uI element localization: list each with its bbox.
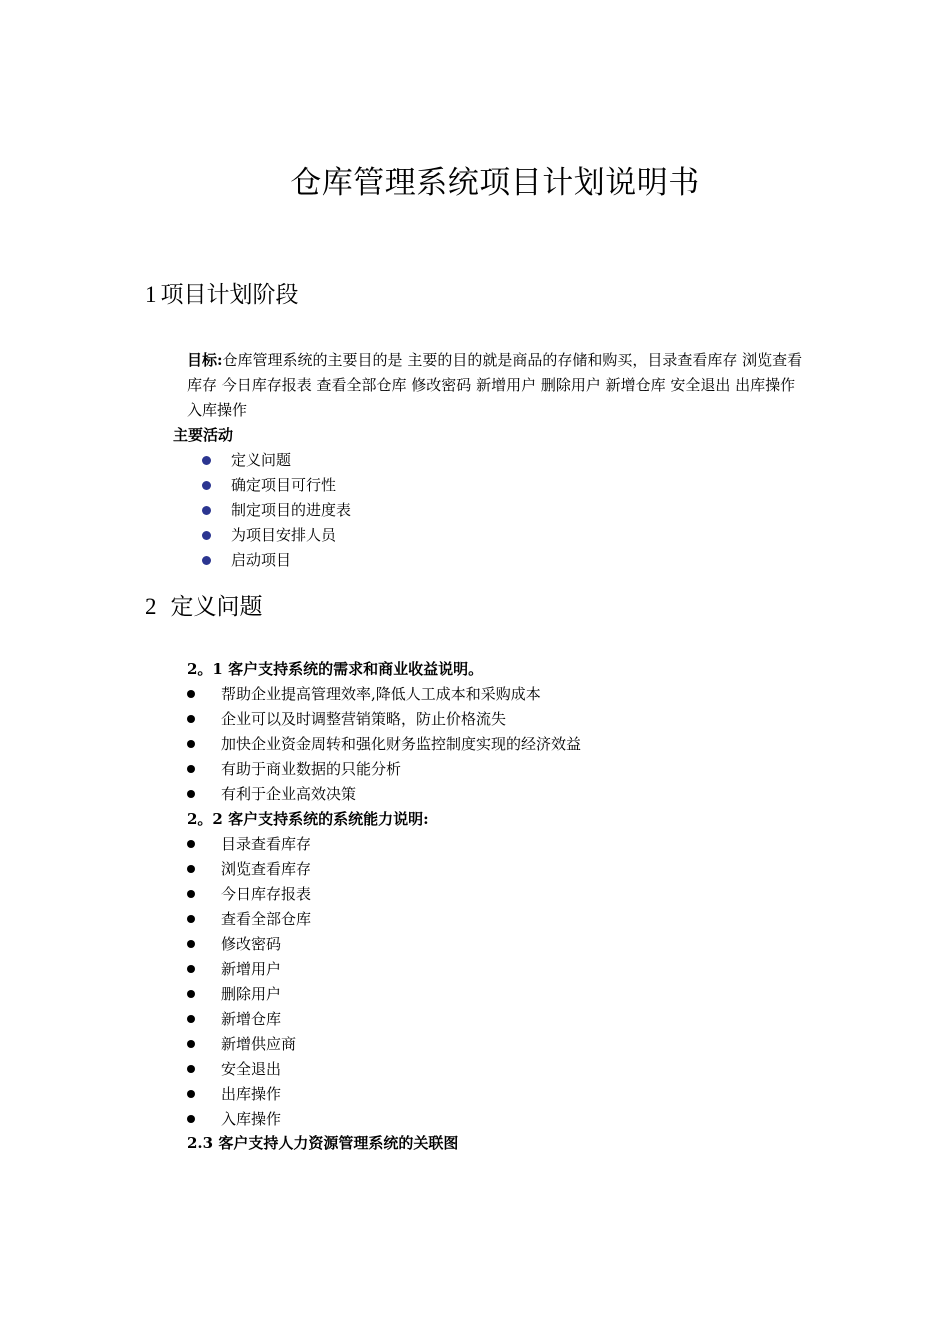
activities-list <box>202 448 351 573</box>
list-item-text: 有利于企业高效决策 <box>221 785 357 803</box>
bullet-icon <box>187 765 195 773</box>
section-2-number: 2 <box>145 594 157 619</box>
list-item-text: 查看全部仓库 <box>221 910 312 928</box>
subsection-2-3-title: 2.3 客户支持人力资源管理系统的关联图 <box>187 1134 459 1152</box>
list-item <box>187 932 311 957</box>
bullet-icon <box>187 1040 195 1048</box>
bullet-icon <box>202 506 211 515</box>
subsection-2-1-title: 2。1 客户支持系统的需求和商业收益说明。 <box>187 660 484 678</box>
list-item-text: 修改密码 <box>221 935 282 953</box>
list-item-text: 企业可以及时调整营销策略，防止价格流失 <box>221 710 507 728</box>
bullet-icon <box>187 940 195 948</box>
bullet-icon <box>187 790 195 798</box>
bullet-icon <box>187 840 195 848</box>
list-item-text: 安全退出 <box>221 1060 282 1078</box>
list-item <box>187 682 581 707</box>
bullet-icon <box>187 865 195 873</box>
goal-label: 目标: <box>187 351 223 369</box>
section-1-goal <box>187 348 812 423</box>
bullet-icon <box>202 531 211 540</box>
list-item-text: 有助于商业数据的只能分析 <box>221 760 402 778</box>
document-title: 仓库管理系统项目计划说明书 <box>290 164 700 201</box>
list-item <box>202 448 351 473</box>
list-item-text: 加快企业资金周转和强化财务监控制度实现的经济效益 <box>221 735 582 753</box>
list-item-text: 新增供应商 <box>221 1035 297 1053</box>
list-item <box>187 757 581 782</box>
bullet-icon <box>202 556 211 565</box>
list-item-text: 为项目安排人员 <box>231 526 337 544</box>
bullet-icon <box>187 740 195 748</box>
list-item-text: 启动项目 <box>231 551 292 569</box>
list-item-text: 删除用户 <box>221 985 282 1003</box>
bullet-icon <box>187 990 195 998</box>
list-item <box>187 1032 311 1057</box>
list-item <box>187 707 581 732</box>
list-item-text: 制定项目的进度表 <box>231 501 352 519</box>
bullet-icon <box>187 1090 195 1098</box>
list-item-text: 目录查看库存 <box>221 835 312 853</box>
bullet-icon <box>187 965 195 973</box>
bullet-icon <box>202 456 211 465</box>
activities-label: 主要活动 <box>173 426 234 444</box>
list-item <box>187 832 311 857</box>
list-item <box>187 732 581 757</box>
list-item <box>187 857 311 882</box>
list-item <box>187 1007 311 1032</box>
list-item <box>187 882 311 907</box>
capabilities-list <box>187 832 311 1132</box>
list-item-text: 出库操作 <box>221 1085 282 1103</box>
list-item <box>202 498 351 523</box>
bullet-icon <box>202 481 211 490</box>
section-1-title: 项目计划阶段 <box>160 282 299 308</box>
list-item-text: 新增用户 <box>221 960 282 978</box>
section-1-heading <box>145 280 299 310</box>
section-1-number: 1 <box>145 282 157 307</box>
list-item-text: 定义问题 <box>231 451 292 469</box>
list-item <box>202 523 351 548</box>
list-item <box>187 1057 311 1082</box>
bullet-icon <box>187 1115 195 1123</box>
list-item <box>202 548 351 573</box>
list-item-text: 新增仓库 <box>221 1010 282 1028</box>
list-item <box>187 982 311 1007</box>
bullet-icon <box>187 690 195 698</box>
list-item <box>187 1082 311 1107</box>
bullet-icon <box>187 715 195 723</box>
list-item <box>187 907 311 932</box>
list-item <box>202 473 351 498</box>
list-item-text: 入库操作 <box>221 1110 282 1128</box>
subsection-2-2-title: 2。2 客户支持系统的系统能力说明: <box>187 810 429 828</box>
section-2-heading <box>145 592 263 622</box>
benefits-list <box>187 682 581 807</box>
bullet-icon <box>187 1015 195 1023</box>
section-2-title: 定义问题 <box>170 594 263 620</box>
list-item <box>187 782 581 807</box>
bullet-icon <box>187 890 195 898</box>
goal-text: 仓库管理系统的主要目的是 主要的目的就是商品的存储和购买，目录查看库存 浏览查看库存 今日库存报表 查看全部仓库 修改密码 新增用户 删除用户 新增仓库 安全退出 出库操作 入库操作 <box>187 351 803 419</box>
list-item <box>187 957 311 982</box>
list-item <box>187 1107 311 1132</box>
list-item-text: 确定项目可行性 <box>231 476 337 494</box>
list-item-text: 浏览查看库存 <box>221 860 312 878</box>
list-item-text: 今日库存报表 <box>221 885 312 903</box>
bullet-icon <box>187 915 195 923</box>
list-item-text: 帮助企业提高管理效率,降低人工成本和采购成本 <box>221 685 541 703</box>
bullet-icon <box>187 1065 195 1073</box>
